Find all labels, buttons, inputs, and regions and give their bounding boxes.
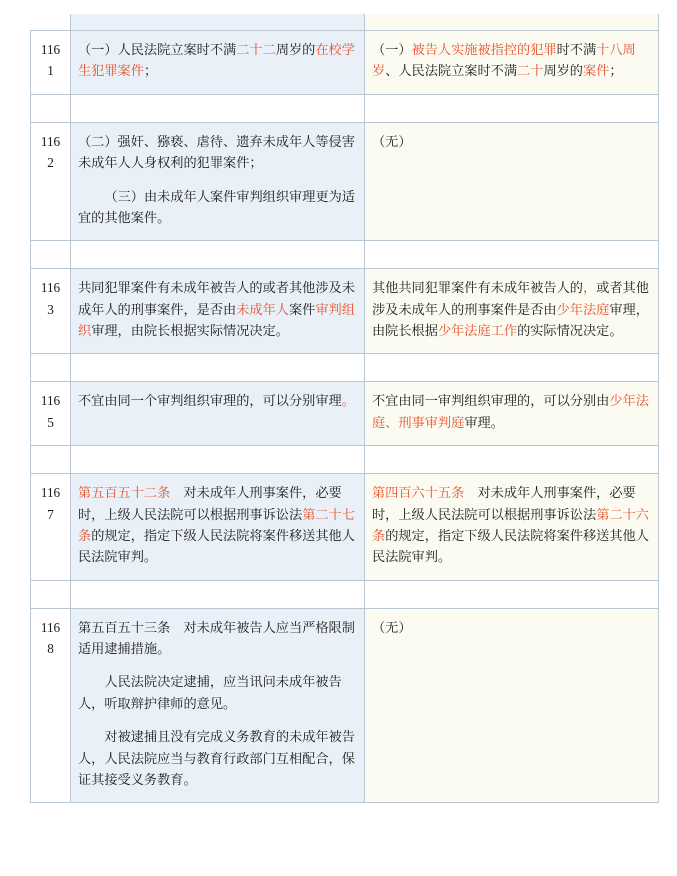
- row-spacer: [31, 580, 659, 608]
- body-text: 对被逮捕且没有完成义务教育的未成年被告人，人民法院应当与教育行政部门互相配合，保证其接受义务教育。: [78, 729, 355, 787]
- table-row: [31, 608, 659, 803]
- body-text: 对未成年人刑事案件，必要时，上级人民法院可以根据刑事诉讼法: [372, 485, 636, 522]
- left-paragraph: [78, 390, 357, 411]
- row-spacer: [31, 354, 659, 382]
- body-text: （一）: [372, 42, 412, 57]
- body-text: 人民法院决定逮捕，应当讯问未成年被告人，听取辩护律师的意见。: [78, 674, 342, 711]
- row-spacer-cell: [31, 241, 71, 269]
- body-text: （三）由未成年人案件审判组织审理更为适宜的其他案件。: [78, 188, 355, 225]
- body-text: 、人民法院立案时不满: [385, 63, 518, 79]
- left-paragraph: [78, 671, 357, 714]
- top-band-left-cell: [71, 14, 365, 31]
- left-paragraph: [78, 482, 357, 568]
- body-text: （无）: [372, 133, 412, 149]
- top-band-number-cell: [31, 14, 71, 31]
- left-paragraph: [78, 186, 357, 229]
- body-text: （无）: [372, 619, 412, 635]
- right-paragraph: [372, 277, 651, 341]
- row-number: 1161: [31, 31, 71, 95]
- row-spacer-cell: [31, 580, 71, 608]
- highlighted-text: 审判组织: [78, 301, 355, 338]
- row-spacer-cell: [365, 580, 659, 608]
- right-paragraph: [372, 39, 651, 82]
- body-text: 对未成年被告人应当严格限制适用逮捕措施。: [78, 619, 355, 656]
- highlighted-text: 被告人实施被指控的犯罪: [411, 42, 557, 57]
- left-version-cell: [71, 31, 365, 95]
- row-spacer-cell: [31, 446, 71, 474]
- row-number: 1167: [31, 474, 71, 581]
- body-text: 的规定，指定下级人民法院将案件移送其他人民法院审判。: [78, 527, 355, 565]
- highlighted-text: 案件: [583, 63, 610, 79]
- row-number: 1168: [31, 608, 71, 803]
- left-paragraph: [78, 617, 357, 660]
- right-paragraph: [372, 390, 651, 433]
- row-spacer-cell: [365, 354, 659, 382]
- body-text: 共同犯罪案件有未成年被告人的或者其他涉及未成年人的刑事案件，是否由: [78, 280, 355, 317]
- row-spacer-cell: [71, 94, 365, 122]
- row-spacer: [31, 446, 659, 474]
- highlighted-text: 第二十七条: [78, 506, 355, 543]
- table-top-band: [31, 14, 659, 31]
- row-spacer-cell: [31, 354, 71, 382]
- body-text: 审理，由院长根据实际情况决定。: [91, 323, 289, 338]
- body-text: 周岁的: [275, 42, 316, 57]
- left-version-cell: [71, 269, 365, 354]
- left-version-cell: [71, 122, 365, 241]
- left-paragraph: [78, 726, 357, 790]
- right-version-cell: [365, 474, 659, 581]
- highlighted-text: ，: [583, 280, 597, 296]
- highlighted-text: 。: [341, 393, 355, 409]
- highlighted-text: 二十二: [236, 42, 276, 57]
- table-body: [31, 14, 659, 803]
- left-version-cell: [71, 382, 365, 446]
- highlighted-text: 第五百五十二条: [78, 485, 171, 501]
- body-text: 时不满: [556, 42, 597, 57]
- body-text: 周岁的: [543, 63, 583, 79]
- body-text: 案件: [289, 301, 316, 317]
- body-text: （一）人民法院立案时不满: [78, 42, 237, 57]
- body-text: ；: [143, 63, 158, 79]
- highlighted-text: 二十: [517, 63, 544, 79]
- row-spacer-cell: [31, 94, 71, 122]
- right-version-cell: [365, 608, 659, 803]
- row-spacer-cell: [365, 241, 659, 269]
- body-text: 不宜由同一个审判组织审理的，可以分别审理: [78, 393, 342, 409]
- body-text: 审理，由院长根据: [372, 301, 649, 338]
- highlighted-text: 少年法庭、刑事审判庭: [372, 393, 649, 430]
- left-paragraph: [78, 277, 357, 341]
- right-version-cell: [365, 382, 659, 446]
- left-version-cell: [71, 474, 365, 581]
- row-spacer: [31, 94, 659, 122]
- right-version-cell: [365, 31, 659, 95]
- right-version-cell: [365, 122, 659, 241]
- right-version-cell: [365, 269, 659, 354]
- right-paragraph: [372, 482, 651, 568]
- row-spacer-cell: [71, 580, 365, 608]
- highlighted-text: 少年法庭工作: [437, 323, 518, 338]
- row-spacer: [31, 241, 659, 269]
- row-spacer-cell: [365, 94, 659, 122]
- table-row: [31, 31, 659, 95]
- row-spacer-cell: [365, 446, 659, 474]
- table-row: [31, 269, 659, 354]
- highlighted-text: 第四百六十五条: [372, 485, 465, 501]
- left-paragraph: [78, 131, 357, 174]
- body-text: （二）强奸、猕亵、虐待、遗弃未成年人等侵害未成年人人身权利的犯罪案件；: [78, 133, 355, 171]
- body-text: 对未成年人刑事案件，必要时，上级人民法院可以根据刑事诉讼法: [78, 485, 342, 522]
- body-text: 审理。: [464, 414, 504, 430]
- page-bottom-margin: [30, 840, 658, 876]
- left-version-cell: [71, 608, 365, 803]
- table-row: [31, 382, 659, 446]
- row-spacer-cell: [71, 446, 365, 474]
- body-text: 的实际情况决定。: [517, 323, 623, 338]
- table-row: [31, 122, 659, 241]
- row-number: 1162: [31, 122, 71, 241]
- row-number: 1165: [31, 382, 71, 446]
- table-row: [31, 474, 659, 581]
- left-paragraph: [78, 39, 357, 82]
- body-text: ；: [609, 63, 623, 79]
- body-text: 或者其他涉及未成年人的刑事案件是否由: [372, 280, 649, 317]
- highlighted-text: 未成年人: [236, 301, 289, 317]
- highlighted-text: 第二十六条: [372, 506, 649, 543]
- right-paragraph: [372, 131, 651, 152]
- top-band-right-cell: [365, 14, 659, 31]
- body-text: 不宜由同一审判组织审理的，可以分别由: [372, 393, 610, 409]
- row-spacer-cell: [71, 241, 365, 269]
- highlighted-text: 少年法庭: [556, 301, 610, 317]
- highlighted-text: 十八周岁: [372, 42, 636, 79]
- comparison-table: [30, 14, 659, 803]
- highlighted-text: 在校学生犯罪案件: [78, 42, 355, 79]
- body-text: 第五百五十三条: [78, 619, 171, 635]
- row-spacer-cell: [71, 354, 365, 382]
- body-text: 其他共同犯罪案件有未成年被告人的: [372, 280, 583, 296]
- right-paragraph: [372, 617, 651, 638]
- body-text: 的规定，指定下级人民法院将案件移送其他人民法院审判。: [372, 527, 649, 565]
- row-number: 1163: [31, 269, 71, 354]
